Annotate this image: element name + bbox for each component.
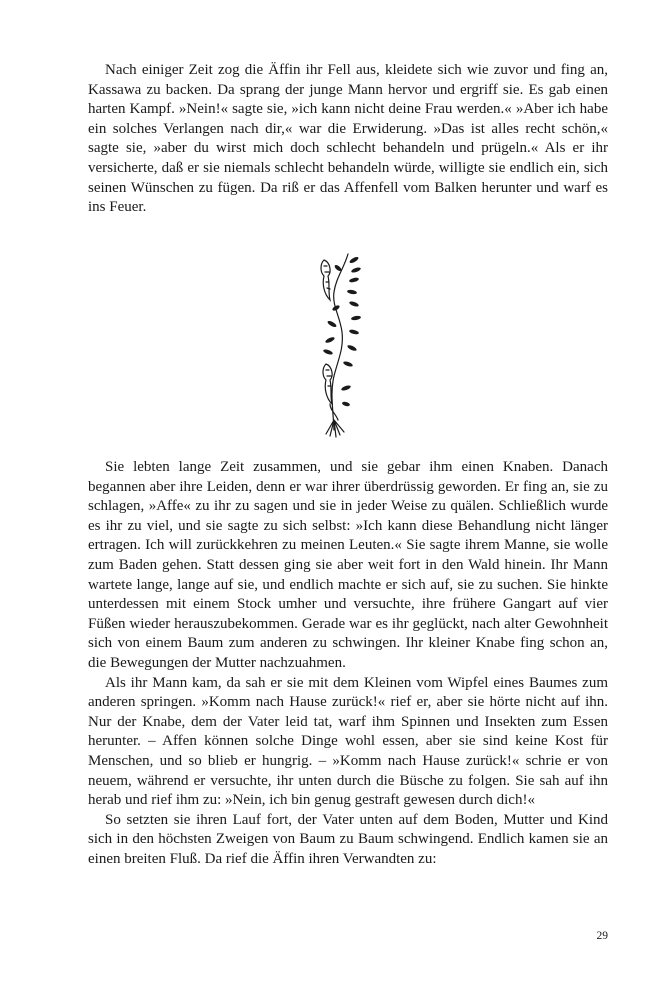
paragraph: Sie lebten lange Zeit zusammen, und sie gebar ihm einen Knaben. Danach begannen aber ihre Leiden, denn er war ihrer überdrüssig geworden. Er fing an, sie zu schlagen, »Affe« zu ihr zu sagen und sie in jeder Weise zu quälen. Schließlich wurde es ihr zu viel, und sie sagte zu sich selbst: »Ich kann diese Behandlung nicht länger ertragen. Ich will zurückkehren zu meinen Leuten.« Sie sagte ihrem Manne, sie wolle zum Baden gehen. Statt dessen ging sie aber weit fort in den Wald hinein. Ihr Mann wartete lange, lange auf sie, und endlich machte er sich auf, sie zu suchen. Sie hinkte unterdessen mit einem Stock umher und versuchte, ihre frühere Gangart auf vier Füßen wieder herauszubekommen. Gerade war es ihr geglückt, nach alter Gewohnheit sich von einem Baum zum anderen zu schwingen. Ihr kleiner Knabe fing schon an, die Bewegungen der Mutter nachzuahmen. — [88, 459, 608, 671]
page-number: 29 — [596, 930, 608, 942]
paragraph: So setzten sie ihren Lauf fort, der Vater unten auf dem Boden, Mutter und Kind sich in den höchsten Zweigen von Baum zu Baum schwingend. Endlich kamen sie an einen breiten Fluß. Da rief die Äffin ihren Verwandten zu: — [88, 811, 608, 867]
text-block-top — [88, 61, 608, 218]
leafy-branch-with-monkeys-icon — [300, 248, 370, 438]
text-block-bottom — [88, 458, 608, 869]
paragraph: Als ihr Mann kam, da sah er sie mit dem Kleinen vom Wipfel eines Baumes zum anderen springen. »Komm nach Hause zurück!« rief er, aber sie hörte nicht auf ihn. Nur der Knabe, dem der Vater leid tat, warf ihm Spinnen und Insekten zum Essen herunter. – Affen können solche Dinge wohl essen, aber sie sind keine Kost für Menschen, und so blieb er hungrig. – »Komm nach Hause zurück!« schrie er von neuem, während er versuchte, ihr unten durch die Büsche zu folgen. Sie sah auf ihn herab und rief ihm zu: »Nein, ich bin genug gestraft gewesen durch dich!« — [88, 674, 608, 809]
paragraph: Nach einiger Zeit zog die Äffin ihr Fell aus, kleidete sich wie zuvor und fing an, Kassawa zu backen. Da sprang der junge Mann hervor und ergriff sie. Es gab einen harten Kampf. »Nein!« sagte sie, »ich kann nicht deine Frau werden.« »Aber ich habe ein solches Verlangen nach dir,« war die Erwiderung. »Das ist alles recht schön,« sagte sie, »aber du wirst mich doch schlecht behandeln und prügeln.« Als er ihr versicherte, daß er sie niemals schlecht behandeln würde, willigte sie endlich ein, sich seinen Wünschen zu fügen. Da riß er das Affenfell vom Balken herunter und warf es ins Feuer. — [88, 62, 608, 216]
